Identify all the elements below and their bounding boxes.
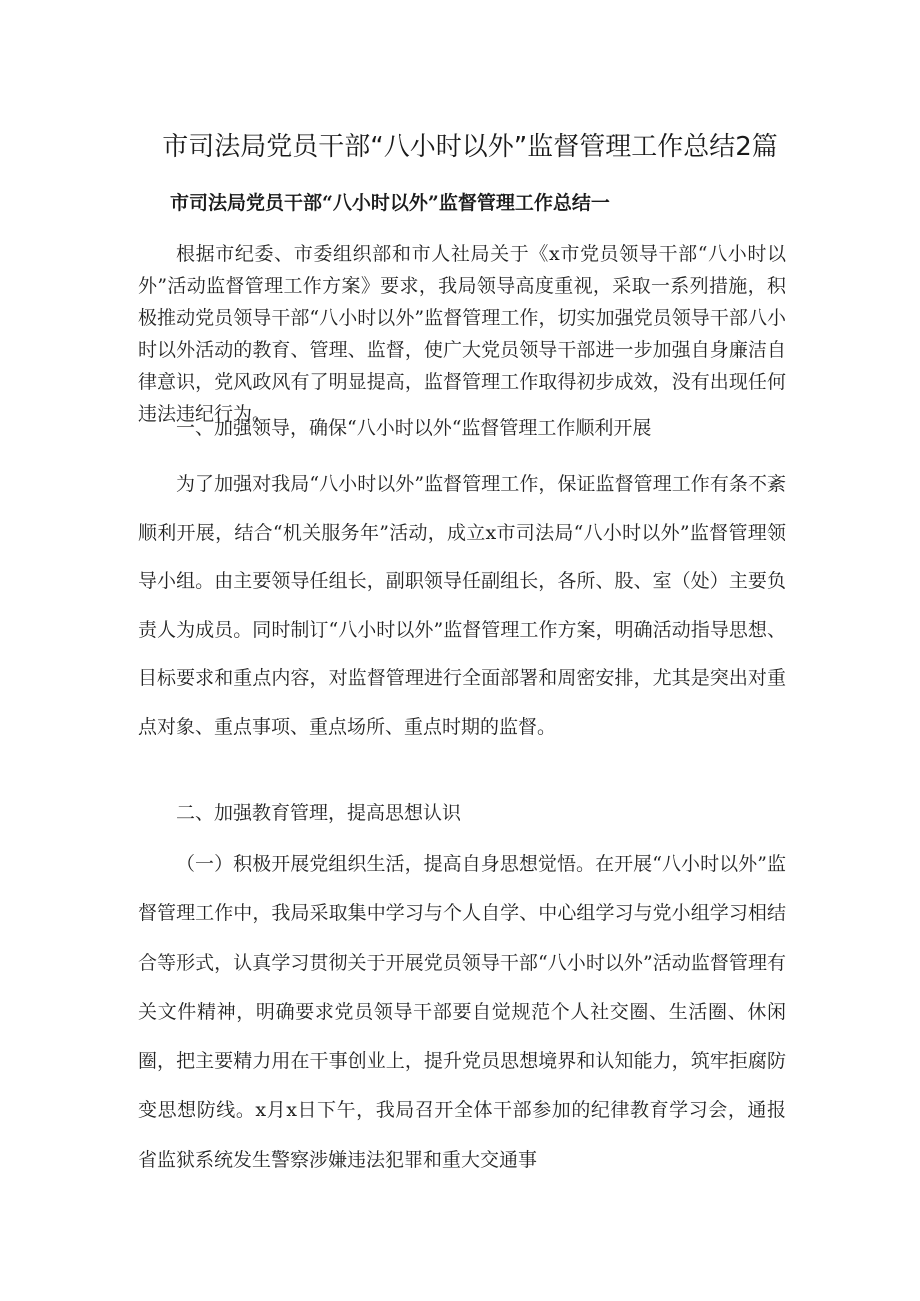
- section-heading-2: 二、加强教育管理，提高思想认识: [176, 802, 462, 824]
- document-subtitle: 市司法局党员干部“八小时以外”监督管理工作总结一: [170, 192, 610, 214]
- section-1-paragraph: 为了加强对我局“八小时以外”监督管理工作，保证监督管理工作有条不紊顺利开展，结合“机关服务年”活动，成立x市司法局“八小时以外”监督管理领导小组。由主要领导任组长，副职领导任副组长，各所、股、室（处）主要负责人为成员。同时制订“八小时以外”监督管理工作方案，明确活动指导思想、目标要求和重点内容，对监督管理进行全面部署和周密安排，尤其是突出对重点对象、重点事项、重点场所、重点时期的监督。: [138, 473, 786, 738]
- document-title: 市司法局党员干部“八小时以外”监督管理工作总结2篇: [162, 132, 778, 162]
- intro-paragraph: 根据市纪委、市委组织部和市人社局关于《x市党员领导干部“八小时以外”活动监督管理工作方案》要求，我局领导高度重视，采取一系列措施，积极推动党员领导干部“八小时以外”监督管理工作，切实加强党员领导干部八小时以外活动的教育、管理、监督，使广大党员领导干部进一步加强自身廉洁自律意识，党风政风有了明显提高，监督管理工作取得初步成效，没有出现任何违法违纪行为。: [138, 243, 786, 425]
- section-heading-1: 一、加强领导，确保“八小时以外“监督管理工作顺利开展: [176, 417, 652, 439]
- section-2-paragraph: （一）积极开展党组织生活，提高自身思想觉悟。在开展“八小时以外”监督管理工作中，我局采取集中学习与个人自学、中心组学习与党小组学习相结合等形式，认真学习贯彻关于开展党员领导干部“八小时以外”活动监督管理有关文件精神，明确要求党员领导干部要自觉规范个人社交圈、生活圈、休闲圈，把主要精力用在干事创业上，提升党员思想境界和认知能力，筑牢拒腐防变思想防线。x月x日下午，我局召开全体干部参加的纪律教育学习会，通报省监狱系统发生警察涉嫌违法犯罪和重大交通事: [138, 853, 786, 1171]
